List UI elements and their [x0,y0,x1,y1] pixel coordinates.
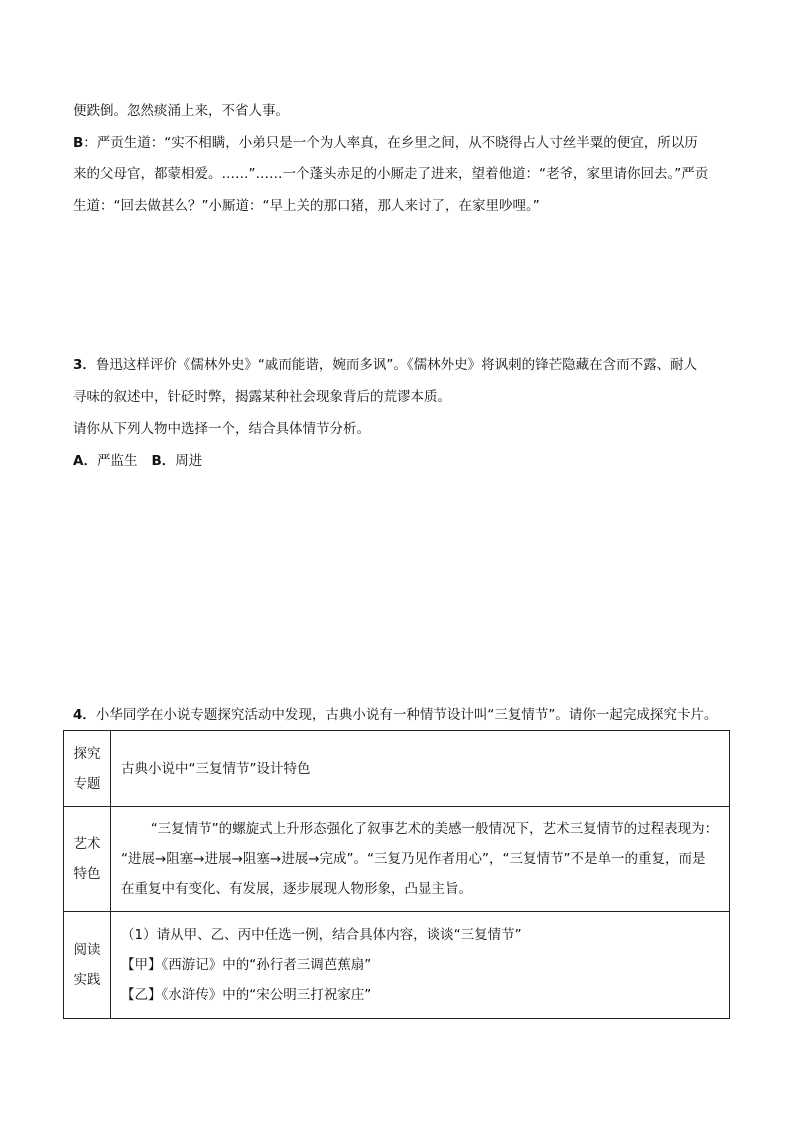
q2-b-line-3: 生道：“回去做甚么？”小厮道：“早上关的那口猪，那人来讨了，在家里吵哩。” [73,198,540,214]
card-label-topic: 探究 专题 [64,731,111,807]
q2-a-ending: 便跌倒。忽然痰涌上来，不省人事。 [73,103,289,119]
option-a-label: A． [73,453,97,469]
card-label-practice: 阅读 实践 [64,912,111,1019]
card-label-features: 艺术 特色 [64,807,111,912]
q3-options [73,451,202,471]
card-features-content: “三复情节”的螺旋式上升形态强化了叙事艺术的美感一般情况下，艺术三复情节的过程表现为： “进展→阻塞→进展→阻塞→进展→完成”。“三复乃见作者用心”，“三复情节”不是单一的重复，而是 在重复中有变化、有发展，逐步展现人物形象，凸显主旨。 [111,807,730,912]
card-practice-content: （1）请从甲、乙、丙中任选一例，结合具体内容，谈谈“三复情节” 【甲】《西游记》中的“孙行者三调芭蕉扇” 【乙】《水浒传》中的“宋公明三打祝家庄” [111,912,730,1019]
q3-line-2: 寻味的叙述中，针砭时弊，揭露某种社会现象背后的荒谬本质。 [73,389,451,405]
q3-number: 3． [73,357,96,373]
q2-b-label: B [73,135,84,151]
research-card-table [63,730,730,1019]
option-a: 严监生 [96,453,138,469]
option-b: 周进 [175,453,203,469]
card-row-topic [64,731,730,807]
option-b-label: B． [151,453,176,469]
q3-line-3: 请你从下列人物中选择一个，结合具体情节分析。 [73,421,370,437]
q4-number: 4． [73,707,96,723]
card-row-practice [64,912,730,1019]
q2-b-line-1: B：严贡生道：“实不相瞒，小弟只是一个为人率真，在乡里之间，从不晓得占人寸丝半粟的便宜，所以历 [73,135,698,151]
card-topic-content: 古典小说中“三复情节”设计特色 [111,731,730,807]
q3-line-1: 3．鲁迅这样评价《儒林外史》“戚而能谐，婉而多讽”。《儒林外史》将讽刺的锋芒隐藏在含而不露、耐人 [73,357,698,373]
q2-b-line-2: 来的父母官，都蒙相爱。……”……一个蓬头赤足的小厮走了进来，望着他道：“老爷，家里请你回去。”严贡 [73,166,709,182]
card-row-features [64,807,730,912]
q4-intro: 4．小华同学在小说专题探究活动中发现，古典小说有一种情节设计叫“三复情节”。请你一起完成探究卡片。 [73,707,718,723]
